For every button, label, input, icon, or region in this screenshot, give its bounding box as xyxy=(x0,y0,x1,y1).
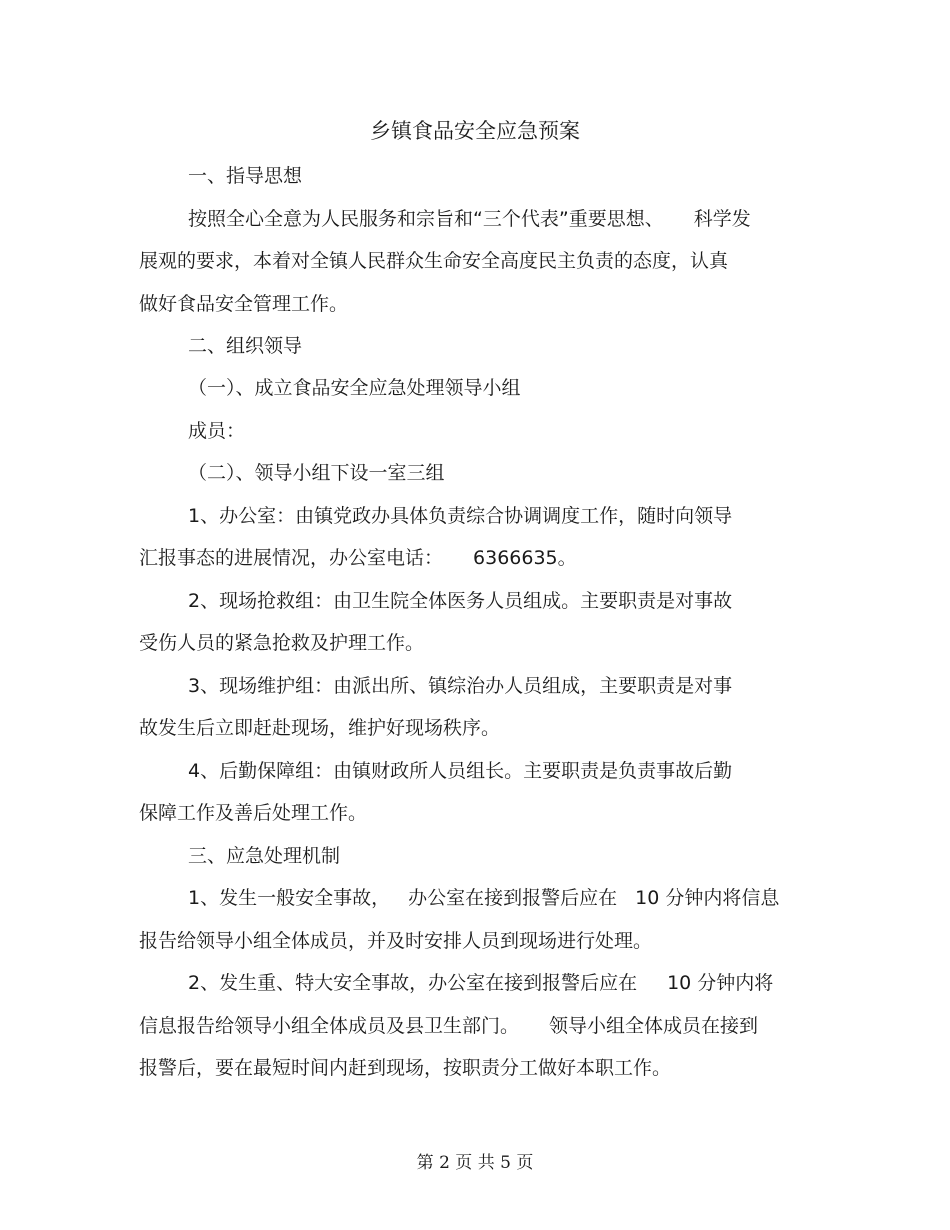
paragraph-line: 报警后，要在最短时间内赶到现场，按职责分工做好本职工作。 xyxy=(139,1057,672,1079)
text-span: 汇报事态的进展情况，办公室电话： xyxy=(139,547,444,569)
document-title: 乡镇食品安全应急预案 xyxy=(370,119,580,143)
paragraph-line: 展观的要求，本着对全镇人民群众生命安全高度民主负责的态度，认真 xyxy=(139,250,729,272)
paragraph-line xyxy=(188,970,773,996)
page-number-footer: 第 2 页 共 5 页 xyxy=(416,1153,534,1173)
subsection-heading: （一）、成立食品安全应急处理领导小组 xyxy=(188,377,521,399)
text-span: 2、发生重、特大安全事故，办公室在接到报警后应在 xyxy=(188,972,638,994)
text-span: 科学发 xyxy=(693,208,751,230)
section-heading-emergency-mechanism: 三、应急处理机制 xyxy=(188,845,341,867)
members-label: 成员： xyxy=(188,420,246,442)
text-span: 按照全心全意为人民服务和宗旨和“三个代表”重要思想、 xyxy=(188,208,664,230)
paragraph-line: 1、办公室：由镇党政办具体负责综合协调调度工作，随时向领导 xyxy=(188,505,733,527)
section-heading-guiding-ideology: 一、指导思想 xyxy=(188,165,303,187)
office-phone: 6366635。 xyxy=(473,547,577,569)
paragraph-line: 3、现场维护组：由派出所、镇综治办人员组成，主要职责是对事 xyxy=(188,675,733,697)
paragraph-line xyxy=(139,545,577,571)
text-span: 信息报告给领导小组全体成员及县卫生部门。 xyxy=(139,1015,520,1037)
paragraph-line: 报告给领导小组全体成员，并及时安排人员到现场进行处理。 xyxy=(139,930,653,952)
text-span: 领导小组全体成员在接到 xyxy=(549,1015,759,1037)
text-span: 10 分钟内将信息 xyxy=(635,887,780,909)
text-span: 10 分钟内将 xyxy=(667,972,774,994)
text-span: 办公室在接到报警后应在 xyxy=(408,887,618,909)
paragraph-line: 受伤人员的紧急抢救及护理工作。 xyxy=(139,632,425,654)
subsection-heading: （二）、领导小组下设一室三组 xyxy=(188,462,445,484)
paragraph-line: 4、后勤保障组：由镇财政所人员组长。主要职责是负责事故后勤 xyxy=(188,760,733,782)
paragraph-line xyxy=(139,1013,758,1039)
paragraph-line: 保障工作及善后处理工作。 xyxy=(139,802,368,824)
paragraph-line xyxy=(188,206,751,232)
paragraph-line: 故发生后立即赶赴现场，维护好现场秩序。 xyxy=(139,717,501,739)
text-span: 1、发生一般安全事故， xyxy=(188,887,391,909)
paragraph-line xyxy=(188,885,779,911)
paragraph-line: 2、现场抢救组：由卫生院全体医务人员组成。主要职责是对事故 xyxy=(188,590,733,612)
section-heading-organization: 二、组织领导 xyxy=(188,335,303,357)
paragraph-line: 做好食品安全管理工作。 xyxy=(139,293,349,315)
